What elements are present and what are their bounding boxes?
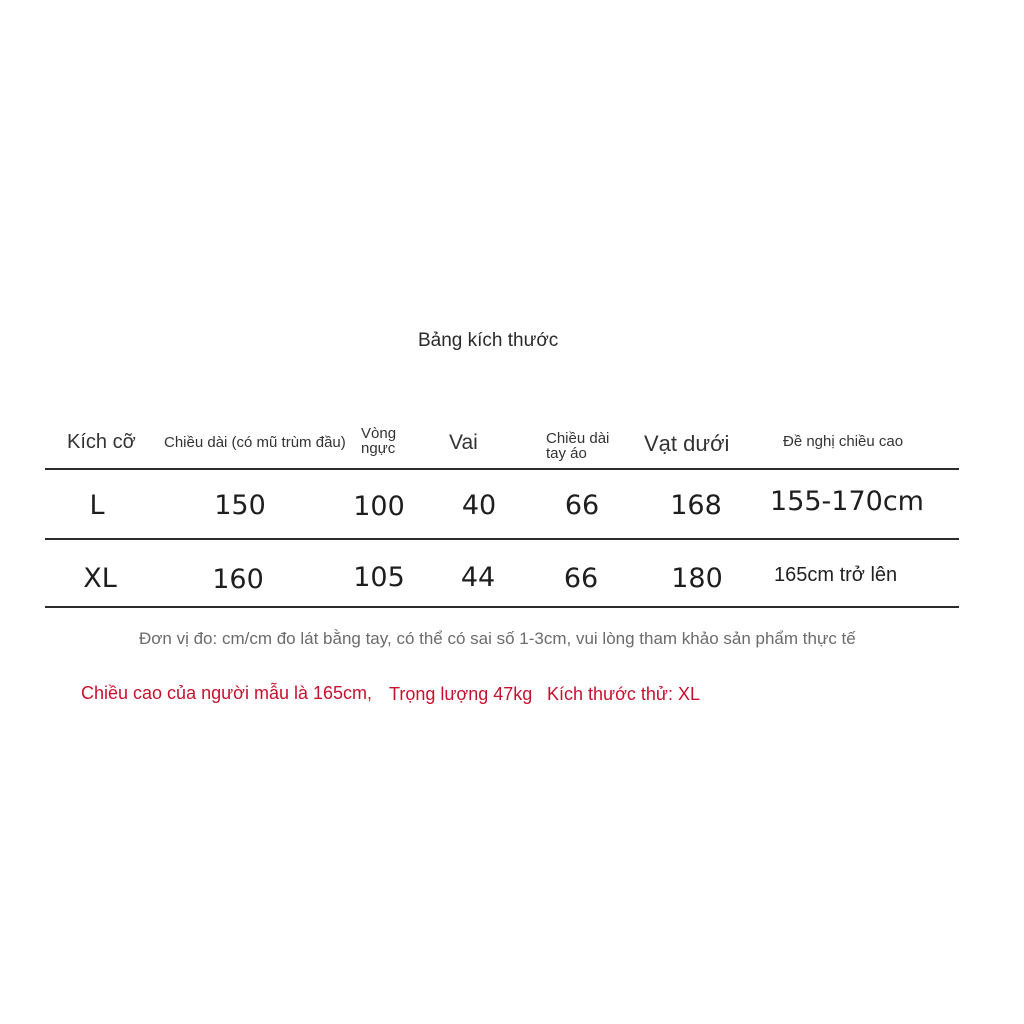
- header-sleeve: [546, 431, 609, 461]
- cell-height: 165cm trở lên: [774, 564, 898, 586]
- chart-title: Bảng kích thước: [418, 330, 559, 351]
- cell-chest: 105: [353, 562, 405, 593]
- cell-size: XL: [83, 563, 117, 594]
- header-size: Kích cỡ: [67, 431, 136, 453]
- cell-shoulder: 40: [461, 490, 497, 521]
- cell-shoulder: 44: [460, 562, 496, 593]
- cell-hem: 180: [671, 563, 723, 594]
- header-length: Chiều dài (có mũ trùm đầu): [164, 434, 346, 451]
- cell-chest: 100: [353, 491, 405, 522]
- cell-height: 155-170cm: [770, 486, 924, 517]
- cell-length: 150: [214, 490, 266, 521]
- cell-hem: 168: [670, 490, 722, 521]
- header-sleeve-line2: tay áo: [546, 445, 587, 462]
- table-rule-top: [45, 468, 959, 470]
- header-height: Đề nghị chiều cao: [783, 433, 904, 450]
- header-chest: [361, 426, 396, 456]
- table-rule-bottom: [45, 606, 959, 608]
- table-rule-middle: [45, 538, 959, 540]
- header-chest-line2: ngực: [361, 440, 396, 457]
- model-height: Chiều cao của người mẫu là 165cm,: [81, 683, 373, 703]
- header-hem: Vạt dưới: [644, 431, 730, 456]
- measurement-note: Đơn vị đo: cm/cm đo lát bằng tay, có thể có sai số 1-3cm, vui lòng tham khảo sản phẩm thực tế: [139, 629, 856, 648]
- cell-size: L: [89, 490, 105, 521]
- cell-sleeve: 66: [564, 490, 600, 521]
- cell-length: 160: [212, 564, 264, 595]
- model-size: Kích thước thử: XL: [547, 684, 700, 704]
- header-chest-line1: Vòng: [361, 425, 397, 442]
- header-sleeve-line1: Chiều dài: [546, 430, 610, 447]
- cell-sleeve: 66: [563, 563, 599, 594]
- model-weight: Trọng lượng 47kg: [389, 684, 533, 704]
- header-shoulder: Vai: [449, 431, 478, 454]
